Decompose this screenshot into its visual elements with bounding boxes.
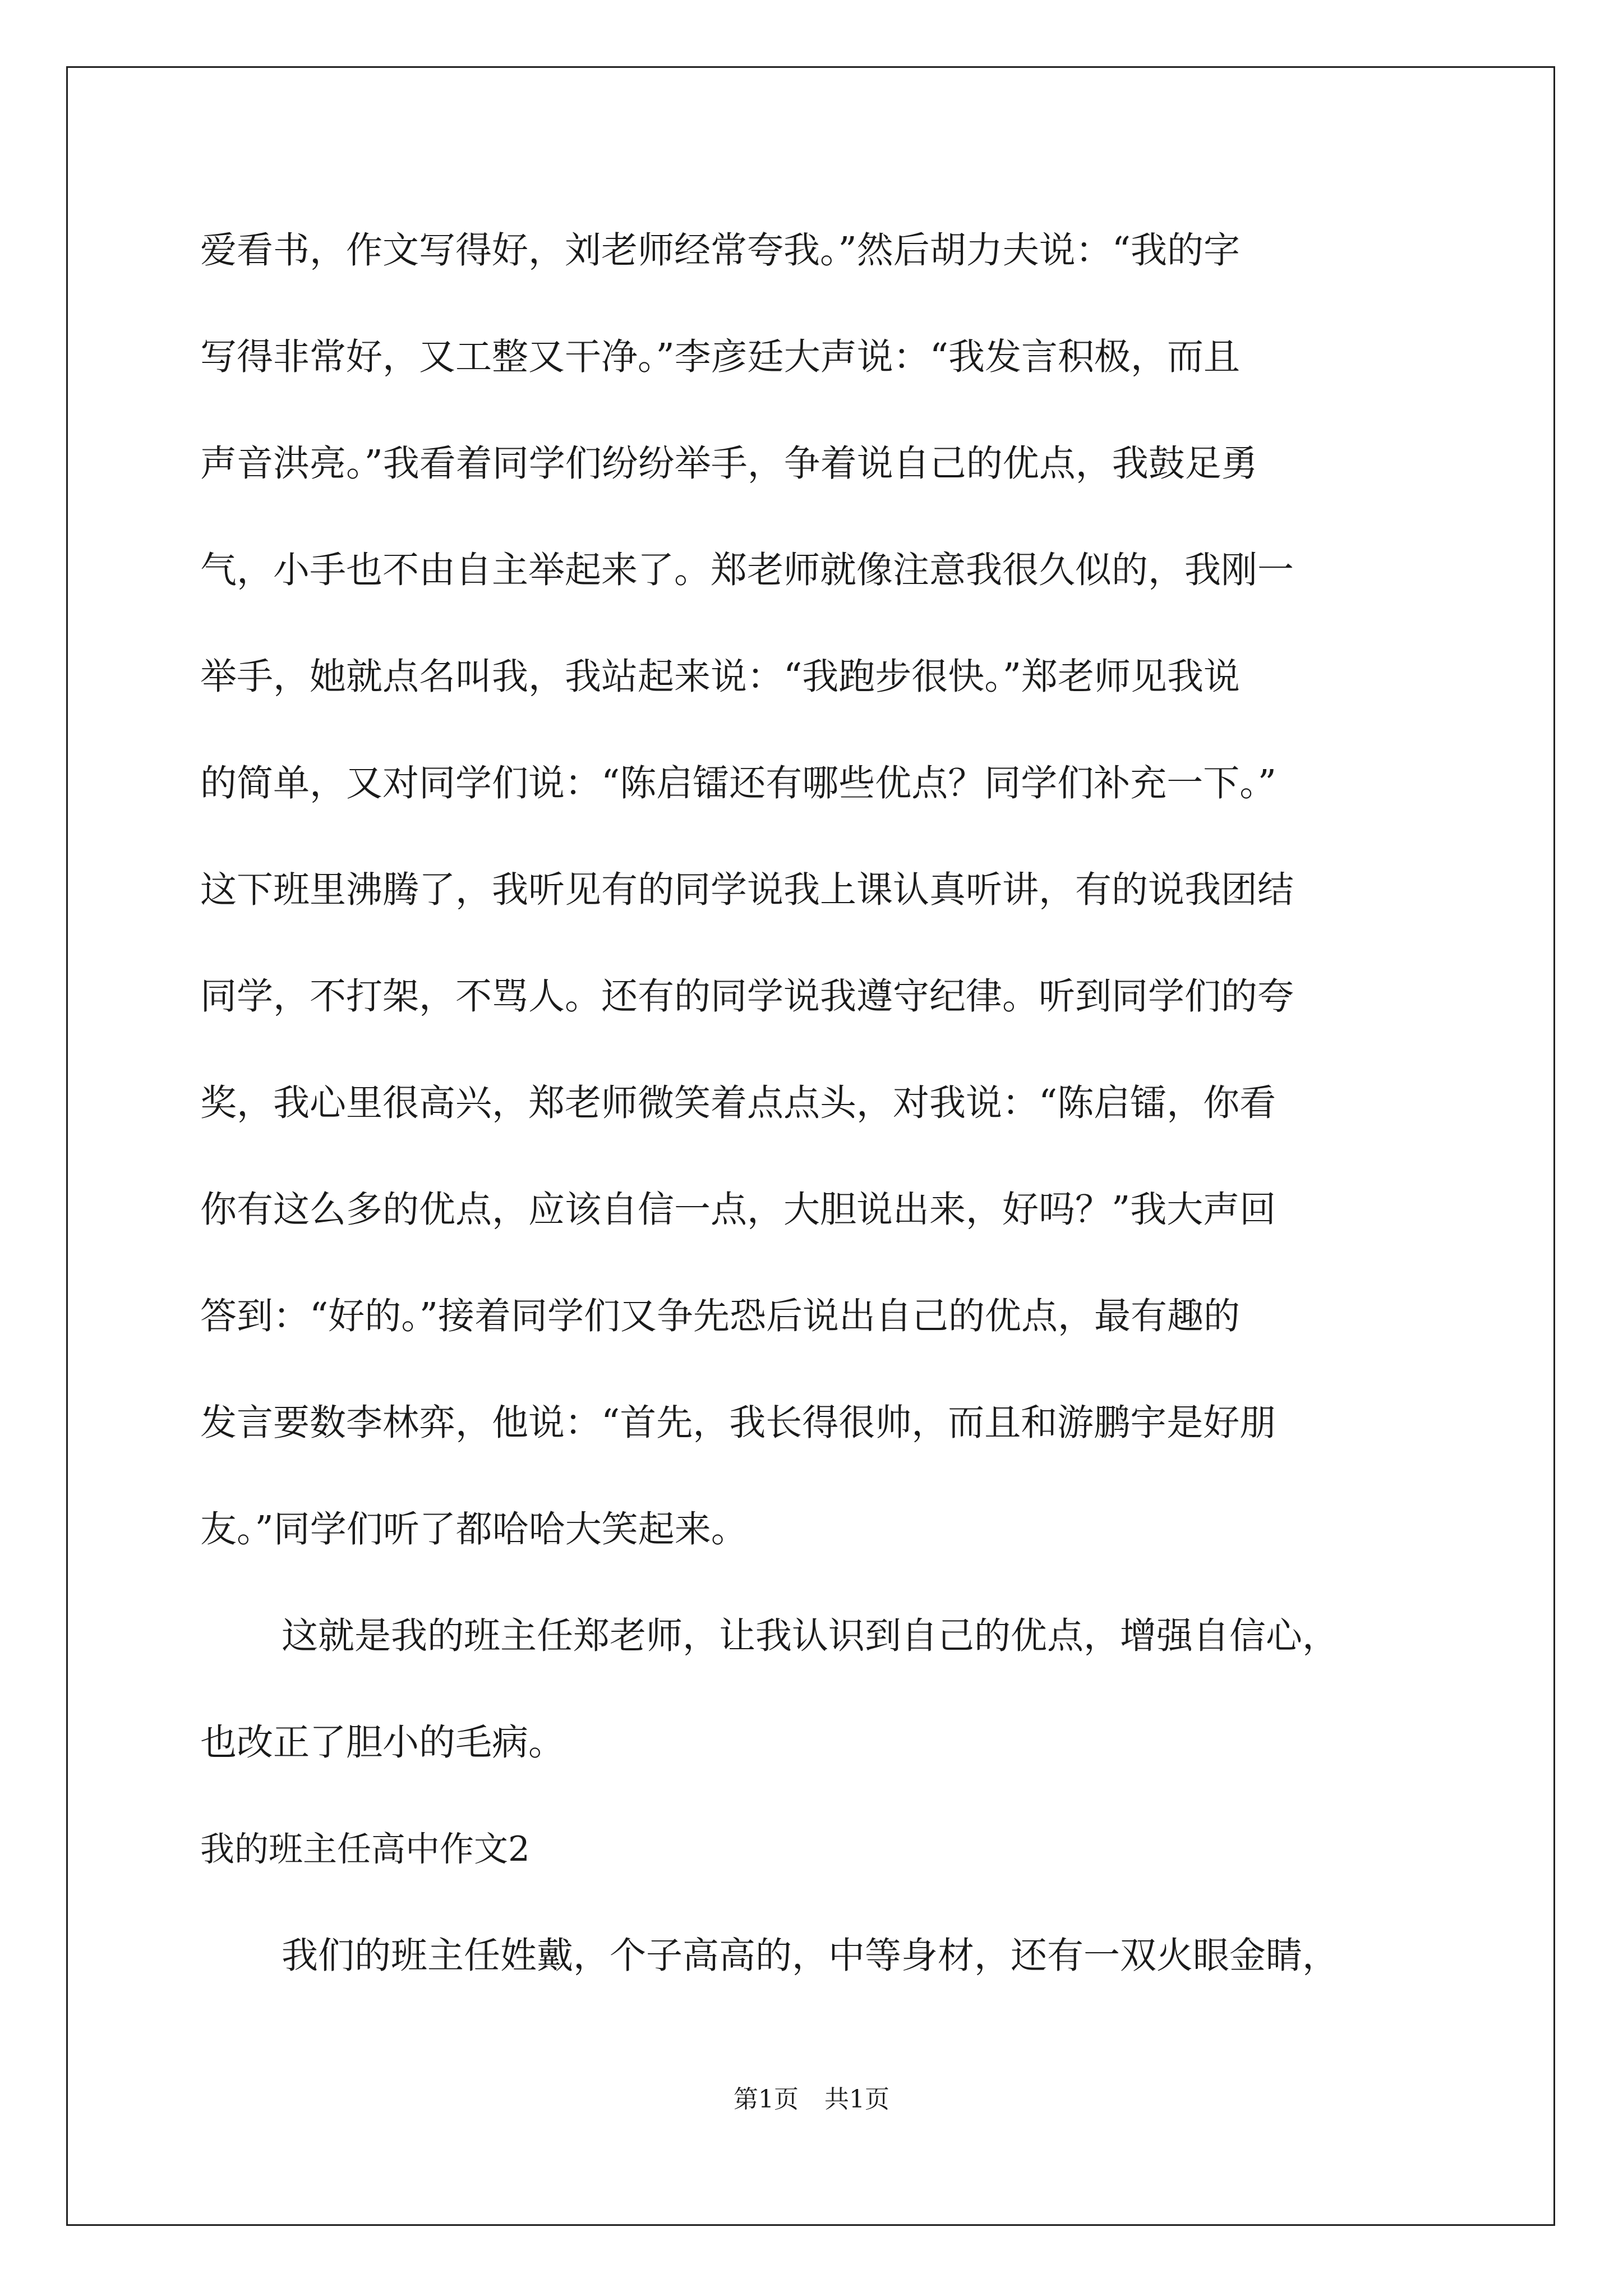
body-line-3: 声音洪亮。”我看着同学们纷纷举手，争着说自己的优点，我鼓足勇 bbox=[200, 443, 1258, 485]
page-number: 第1页 bbox=[734, 2085, 799, 2114]
body-line-10: 你有这么多的优点，应该自信一点，大胆说出来，好吗？”我大声回 bbox=[200, 1189, 1276, 1231]
body-line-14: 这就是我的班主任郑老师，让我认识到自己的优点，增强自信心， bbox=[282, 1615, 1339, 1657]
body-line-16: 我们的班主任姓戴，个子高高的，中等身材，还有一双火眼金睛， bbox=[282, 1935, 1339, 1977]
body-line-7: 这下班里沸腾了，我听见有的同学说我上课认真听讲，有的说我团结 bbox=[200, 869, 1294, 911]
body-line-2: 写得非常好，又工整又干净。”李彦廷大声说：“我发言积极，而且 bbox=[200, 336, 1240, 378]
body-line-15: 也改正了胆小的毛病。 bbox=[200, 1722, 565, 1764]
section-heading: 我的班主任高中作文2 bbox=[200, 1829, 530, 1869]
body-line-5: 举手，她就点名叫我，我站起来说：“我跑步很快。”郑老师见我说 bbox=[200, 656, 1240, 698]
page-total: 共1页 bbox=[824, 2085, 889, 2114]
body-line-11: 答到：“好的。”接着同学们又争先恐后说出自己的优点，最有趣的 bbox=[200, 1295, 1240, 1337]
body-line-8: 同学，不打架，不骂人。还有的同学说我遵守纪律。听到同学们的夸 bbox=[200, 976, 1294, 1018]
body-line-1: 爱看书，作文写得好，刘老师经常夸我。”然后胡力夫说：“我的字 bbox=[200, 229, 1240, 272]
body-line-13: 友。”同学们听了都哈哈大笑起来。 bbox=[200, 1508, 748, 1550]
body-line-12: 发言要数李林弈，他说：“首先，我长得很帅，而且和游鹏宇是好朋 bbox=[200, 1402, 1276, 1444]
body-line-9: 奖，我心里很高兴，郑老师微笑着点点头，对我说：“陈启镭，你看 bbox=[200, 1082, 1276, 1124]
body-line-4: 气，小手也不由自主举起来了。郑老师就像注意我很久似的，我刚一 bbox=[200, 549, 1294, 591]
body-line-6: 的简单，又对同学们说：“陈启镭还有哪些优点？同学们补充一下。” bbox=[200, 762, 1276, 804]
page-border bbox=[66, 66, 1555, 2226]
page-footer bbox=[0, 2083, 1623, 2116]
